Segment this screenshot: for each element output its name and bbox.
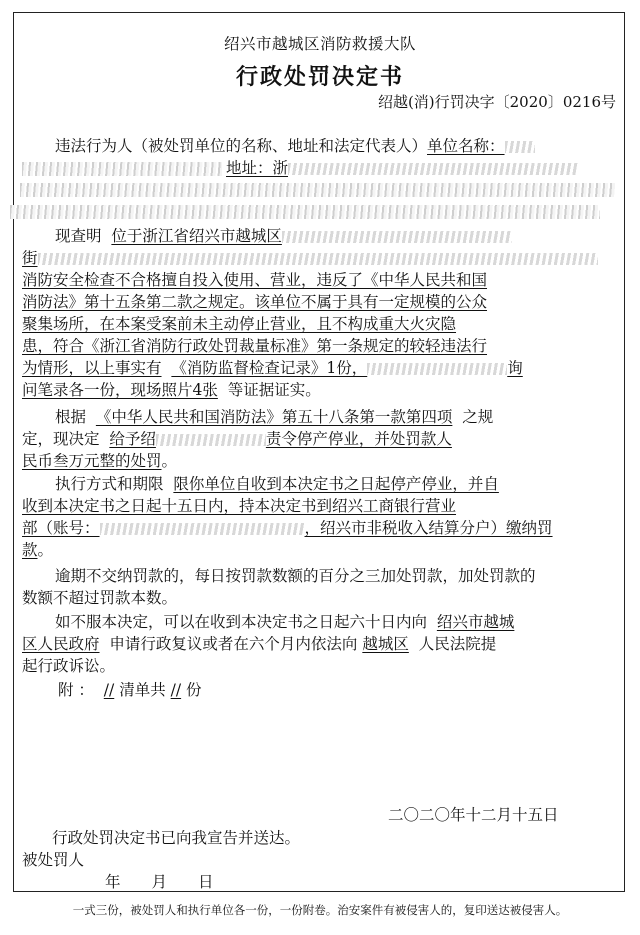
execution-line-4: [22, 540, 53, 560]
address-label: 地址：浙: [226, 159, 289, 177]
facts-line-6: 患，符合《浙江省消防行政处罚裁量标准》第一条规定的较轻违法行: [22, 337, 488, 355]
facts-intro: 现查明: [55, 227, 102, 245]
appeal-court-suffix: 人民法院提: [418, 635, 497, 653]
basis-law: 《中华人民共和国消防法》第五十八条第一款第四项: [95, 408, 453, 426]
evidence-proof: 等证据证实。: [227, 381, 321, 399]
execution-line-2: 收到本决定书之日起十五日内，持本决定书到绍兴工商银行营业: [22, 497, 457, 515]
redacted-block: [20, 183, 615, 197]
appeal-intro: 如不服本决定，可以在收到本决定书之日起六十日内向: [55, 613, 428, 631]
account-label: 部（账号：: [22, 519, 100, 537]
basis-regulation: 之规: [462, 408, 494, 426]
attachment-list: 清单共: [119, 681, 166, 699]
facts-line-1: [55, 226, 512, 246]
facts-line-4: 消防法》第十五条第二款之规定。该单位不属于具有一定规模的公众: [22, 293, 488, 311]
redacted-unit-name: [505, 141, 535, 153]
attachment-line: [58, 680, 202, 700]
offender-intro: 违法行为人（被处罚单位的名称、地址和法定代表人）: [55, 137, 428, 155]
execution-line-1: [55, 474, 499, 494]
decision-target: 给予绍: [109, 430, 156, 448]
execution-intro: 执行方式和期限: [55, 475, 164, 493]
account-info: ，绍兴市非税收入结算分户）缴纳罚: [304, 519, 553, 537]
unit-name-label: 单位名称：: [427, 137, 505, 155]
evidence-intro: 为情形，以上事实有: [22, 359, 162, 377]
facts-location: 位于浙江省绍兴市越城区: [111, 227, 282, 245]
basis-line-1: [55, 407, 493, 427]
redacted-location: [282, 231, 512, 243]
appeal-government-cont: 区人民政府: [22, 635, 100, 653]
redacted-address: [288, 163, 578, 175]
appeal-court: 越城区: [362, 635, 409, 653]
recipient-date: 年 月 日: [105, 873, 214, 891]
redacted-block: [10, 205, 600, 219]
offender-line-2: [226, 158, 578, 178]
decision-penalty: 责令停产停业，并处罚款人: [265, 430, 452, 448]
decision-intro: 定，现决定: [22, 430, 100, 448]
facts-line-7: [22, 358, 523, 378]
attachment-blank-2: //: [170, 681, 182, 699]
redacted-street: [38, 253, 598, 265]
overdue-line-1: 逾期不交纳罚款的，每日按罚款数额的百分之三加处罚款，加处罚款的: [55, 567, 536, 585]
agency-name: 绍兴市越城区消防救援大队: [223, 35, 416, 53]
offender-line-1: [55, 136, 535, 156]
decision-end: 。: [161, 452, 178, 470]
attachment-unit: 份: [186, 681, 202, 699]
issue-date: 二〇二〇年十二月十五日: [388, 806, 559, 824]
redacted-evidence: [367, 363, 507, 375]
basis-intro: 根据: [55, 408, 87, 426]
footnote: 一式三份，被处罚人和执行单位各一份，一份附卷。治安案件有被侵害人的，复印送达被侵害人。: [72, 903, 568, 917]
evidence-photos: 问笔录各一份，现场照片4张: [22, 381, 218, 399]
appeal-line-2: [22, 634, 496, 654]
facts-line-5: 聚集场所，在本案受案前未主动停止营业，且不构成重大火灾隐: [22, 315, 457, 333]
evidence-interrogation: 询: [507, 359, 523, 377]
attachment-label: 附 ：: [58, 681, 94, 699]
execution-period: 。: [37, 541, 54, 559]
appeal-line-1: [55, 612, 514, 632]
document-title: 行政处罚决定书: [235, 64, 404, 90]
attachment-blank-1: //: [103, 681, 115, 699]
facts-street: 街: [22, 249, 38, 267]
overdue-line-2: 数额不超过罚款本数。: [22, 589, 178, 607]
recipient-label: 被处罚人: [22, 851, 85, 869]
facts-line-3: 消防安全检查不合格擅自投入使用、营业，违反了《中华人民共和国: [22, 271, 488, 289]
appeal-review: 申请行政复议或者在六个月内依法向: [109, 635, 358, 653]
delivery-statement: 行政处罚决定书已向我宣告并送达。: [52, 829, 301, 847]
redacted-account: [100, 523, 305, 535]
facts-line-8: [22, 380, 321, 400]
appeal-line-3: 起行政诉讼。: [22, 657, 116, 675]
document-number: 绍越(消)行罚决字〔2020〕0216号: [377, 93, 616, 111]
redacted-target: [156, 434, 266, 446]
decision-fine: 民币叁万元整的处罚: [22, 452, 162, 470]
basis-line-3: [22, 451, 177, 471]
facts-line-2: [22, 248, 598, 268]
appeal-government: 绍兴市越城: [436, 613, 515, 631]
execution-line-3: [22, 518, 553, 538]
execution-terms: 限你单位自收到本决定书之日起停产停业，并自: [173, 475, 499, 493]
basis-line-2: [22, 429, 452, 449]
execution-end: 款: [22, 541, 38, 559]
evidence-record: 《消防监督检查记录》1份，: [171, 359, 368, 377]
redacted-block: [22, 162, 222, 176]
